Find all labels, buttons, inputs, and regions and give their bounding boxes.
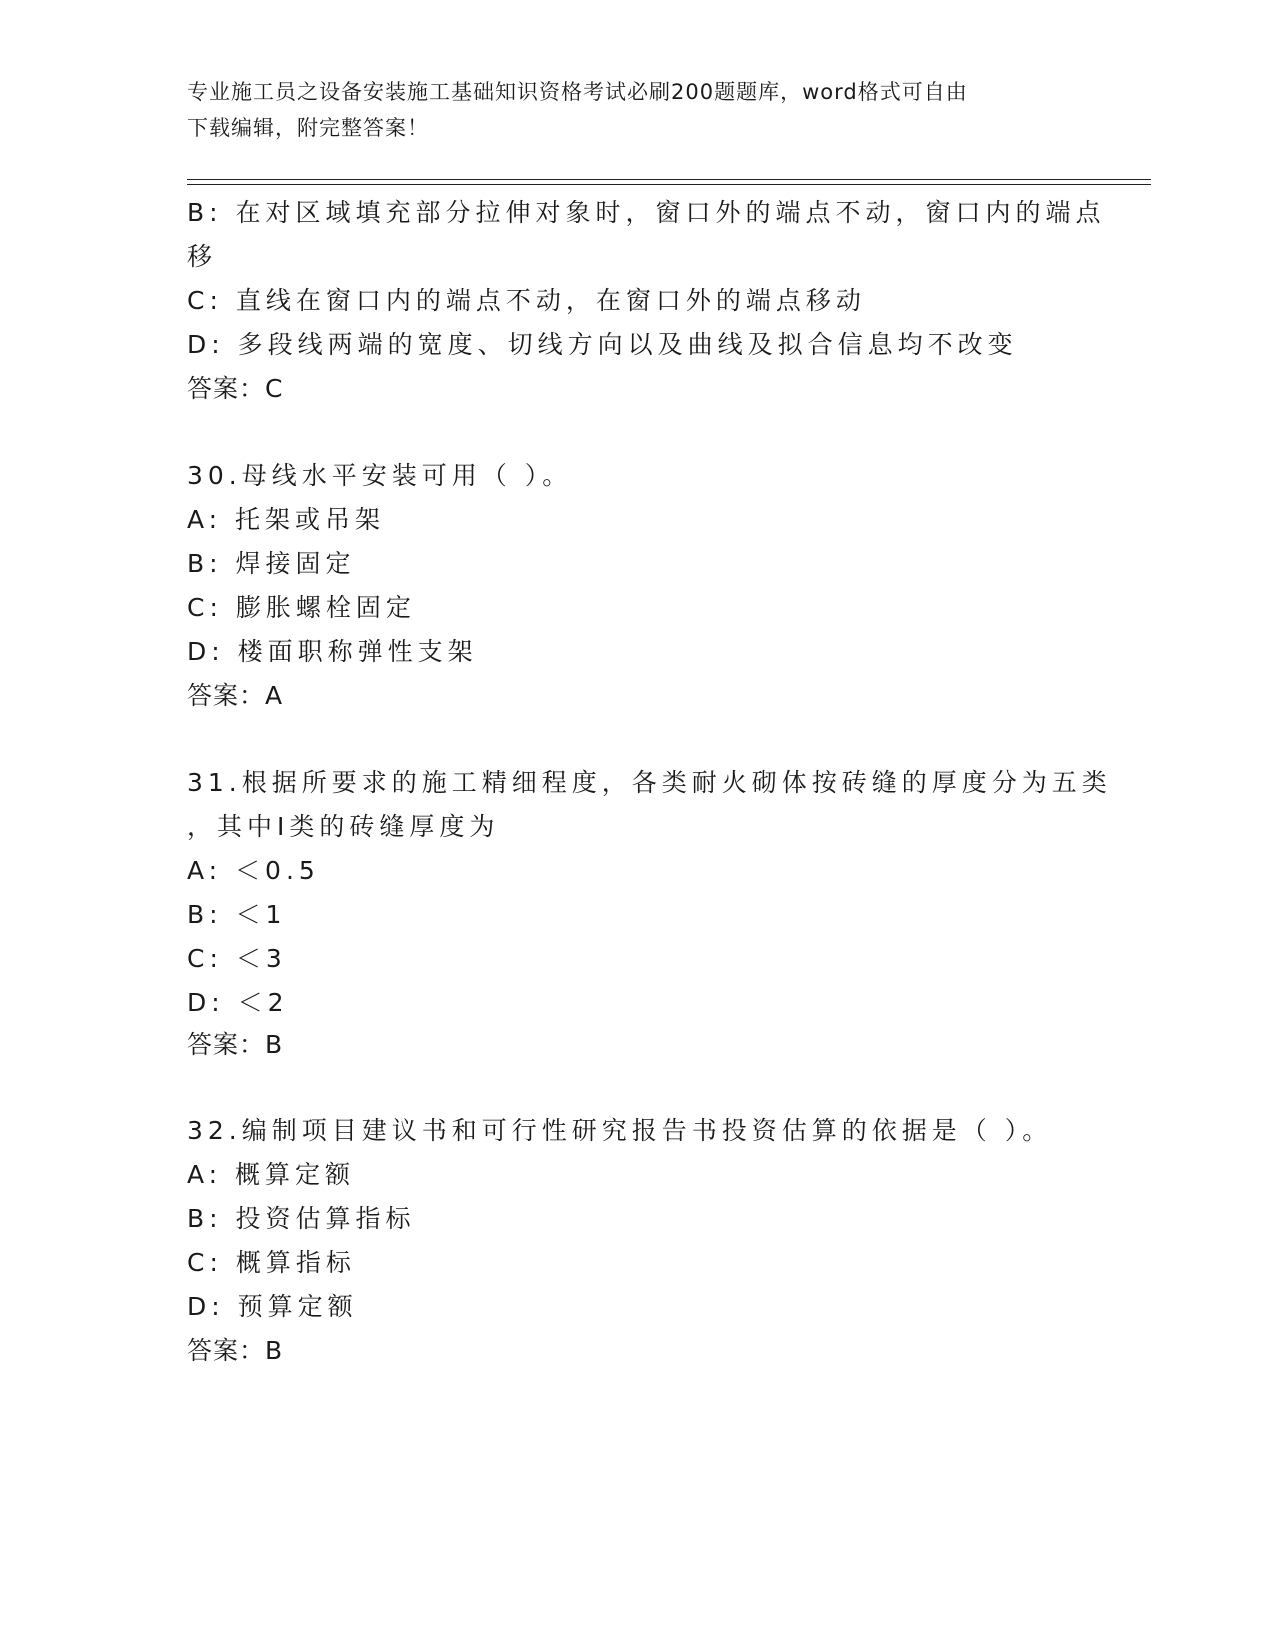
q30-option-d: D: 楼面职称弹性支架 <box>187 637 478 666</box>
q32-stem: 32.编制项目建议书和可行性研究报告书投资估算的依据是（ ）。 <box>187 1116 1053 1145</box>
q30-option-b: B: 焊接固定 <box>187 549 356 578</box>
q30-option-c: C: 膨胀螺栓固定 <box>187 593 416 622</box>
q31-stem-line-2: ，其中Ⅰ类的砖缝厚度为 <box>187 812 500 841</box>
document-header <box>187 74 1087 146</box>
header-divider-top <box>187 179 1151 180</box>
header-divider-bottom <box>187 184 1151 185</box>
q29-answer: 答案：C <box>187 374 284 403</box>
q31-stem-line-1: 31.根据所要求的施工精细程度，各类耐火砌体按砖缝的厚度分为五类 <box>187 768 1112 797</box>
q32-answer: 答案：B <box>187 1336 284 1365</box>
q31-option-a: A: ＜0.5 <box>187 856 320 885</box>
q31-option-b: B: ＜1 <box>187 900 287 929</box>
q30-answer: 答案：A <box>187 681 284 710</box>
q30-stem: 30.母线水平安装可用（ ）。 <box>187 461 573 490</box>
q32-option-b: B: 投资估算指标 <box>187 1204 416 1233</box>
q29-option-c: C: 直线在窗口内的端点不动，在窗口外的端点移动 <box>187 286 866 315</box>
q30-option-a: A: 托架或吊架 <box>187 505 386 534</box>
header-line-2: 下载编辑，附完整答案！ <box>187 116 429 140</box>
header-line-1: 专业施工员之设备安装施工基础知识资格考试必刷200题题库，word格式可自由 <box>187 80 968 104</box>
q32-option-c: C: 概算指标 <box>187 1248 356 1277</box>
q32-option-a: A: 概算定额 <box>187 1160 356 1189</box>
q32-option-d: D: 预算定额 <box>187 1292 358 1321</box>
q29-option-d: D: 多段线两端的宽度、切线方向以及曲线及拟合信息均不改变 <box>187 330 1018 359</box>
q29-option-b-line-2: 移 <box>187 242 218 271</box>
q31-answer: 答案：B <box>187 1030 284 1059</box>
q31-option-d: D: ＜2 <box>187 988 289 1017</box>
q31-option-c: C: ＜3 <box>187 944 287 973</box>
q29-option-b-line-1: B: 在对区域填充部分拉伸对象时，窗口外的端点不动，窗口内的端点 <box>187 198 1106 227</box>
